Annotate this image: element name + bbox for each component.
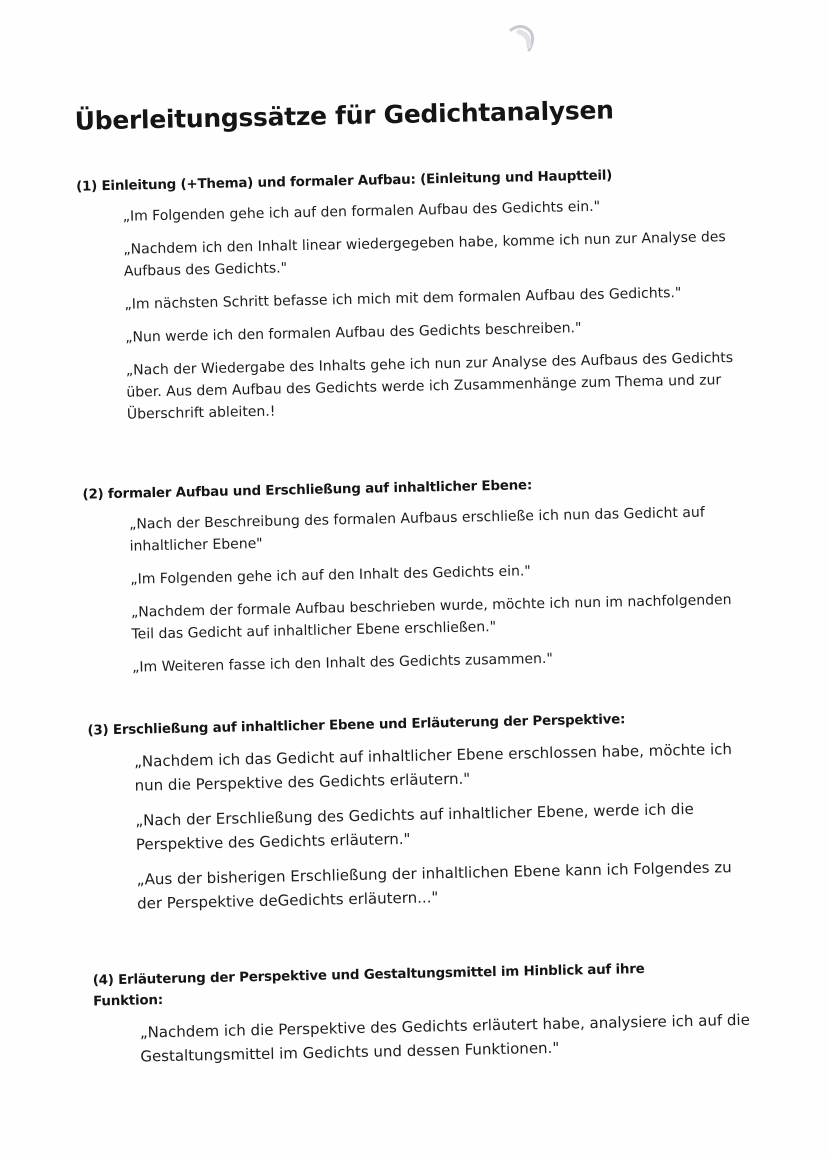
section-3 <box>87 707 751 928</box>
transition-sentence: „Nach der Beschreibung des formalen Aufbaus erschließe ich nun das Gedicht auf inhaltlicher Ebene" <box>129 504 705 555</box>
section-heading: (3) Erschließung auf inhaltlicher Ebene und Erläuterung der Perspektive: <box>87 712 626 739</box>
quote-list <box>94 1008 755 1070</box>
transition-sentence: „Nachdem der formale Aufbau beschrieben wurde, möchte ich nun im nachfolgenden Teil das Gedicht auf inhaltlicher Ebene erschließen." <box>130 592 732 643</box>
transition-sentence: „Im Folgenden gehe ich auf den formalen Aufbau des Gedichts ein." <box>122 198 601 225</box>
transition-sentence: „Aus der bisherigen Erschließung der inhaltlichen Ebene kann ich Folgendes zu der Perspektive deGedichts erläutern..." <box>136 858 732 913</box>
transition-sentence: „Nachdem ich das Gedicht auf inhaltlicher Ebene erschlossen habe, möchte ich nun die Perspektive des Gedichts erläutern." <box>133 740 733 795</box>
section-1 <box>76 163 741 438</box>
quote-list <box>83 501 746 680</box>
document-title: Überleitungssätze für Gedichtanalysen <box>74 95 614 136</box>
section-2 <box>82 471 746 691</box>
transition-sentence: „Im Folgenden gehe ich auf den Inhalt des Gedichts ein." <box>130 563 531 588</box>
transition-sentence: „Im Weiteren fasse ich den Inhalt des Gedichts zusammen." <box>132 650 553 676</box>
section-heading: (2) formaler Aufbau und Erschließung auf inhaltlicher Ebene: <box>82 478 533 503</box>
section-heading: (1) Einleitung (+Thema) und formaler Aufbau: (Einleitung und Hauptteil) <box>75 168 613 195</box>
transition-sentence: „Im nächsten Schritt befasse ich mich mit dem formalen Aufbau des Gedichts." <box>124 285 682 313</box>
transition-sentence: „Nachdem ich die Perspektive des Gedichts erläutert habe, analysiere ich auf die Gestaltungsmittel im Gedichts und dessen Funktionen." <box>139 1010 751 1066</box>
transition-sentence: „Nun werde ich den formalen Aufbau des Gedichts beschreiben." <box>125 320 582 346</box>
transition-sentence: „Nach der Erschließung des Gedichts auf inhaltlicher Ebene, werde ich die Perspektive des Gedichts erläutern." <box>135 799 694 854</box>
section-4 <box>93 957 755 1081</box>
quote-list <box>88 737 751 917</box>
section-heading: (4) Erläuterung der Perspektive und Gestaltungsmittel im Hinblick auf ihre Funktion: <box>92 961 645 1010</box>
transition-sentence: „Nachdem ich den Inhalt linear wiedergegeben habe, komme ich nun zur Analyse des Aufbaus des Gedichts." <box>123 229 726 280</box>
quote-list <box>77 193 741 427</box>
transition-sentence: „Nach der Wiedergabe des Inhalts gehe ich nun zur Analyse des Aufbaus des Gedichts über. Aus dem Aufbau des Gedichts werde ich Zusammenhänge zum Thema und zur Überschrift ableiten.! <box>125 349 734 423</box>
